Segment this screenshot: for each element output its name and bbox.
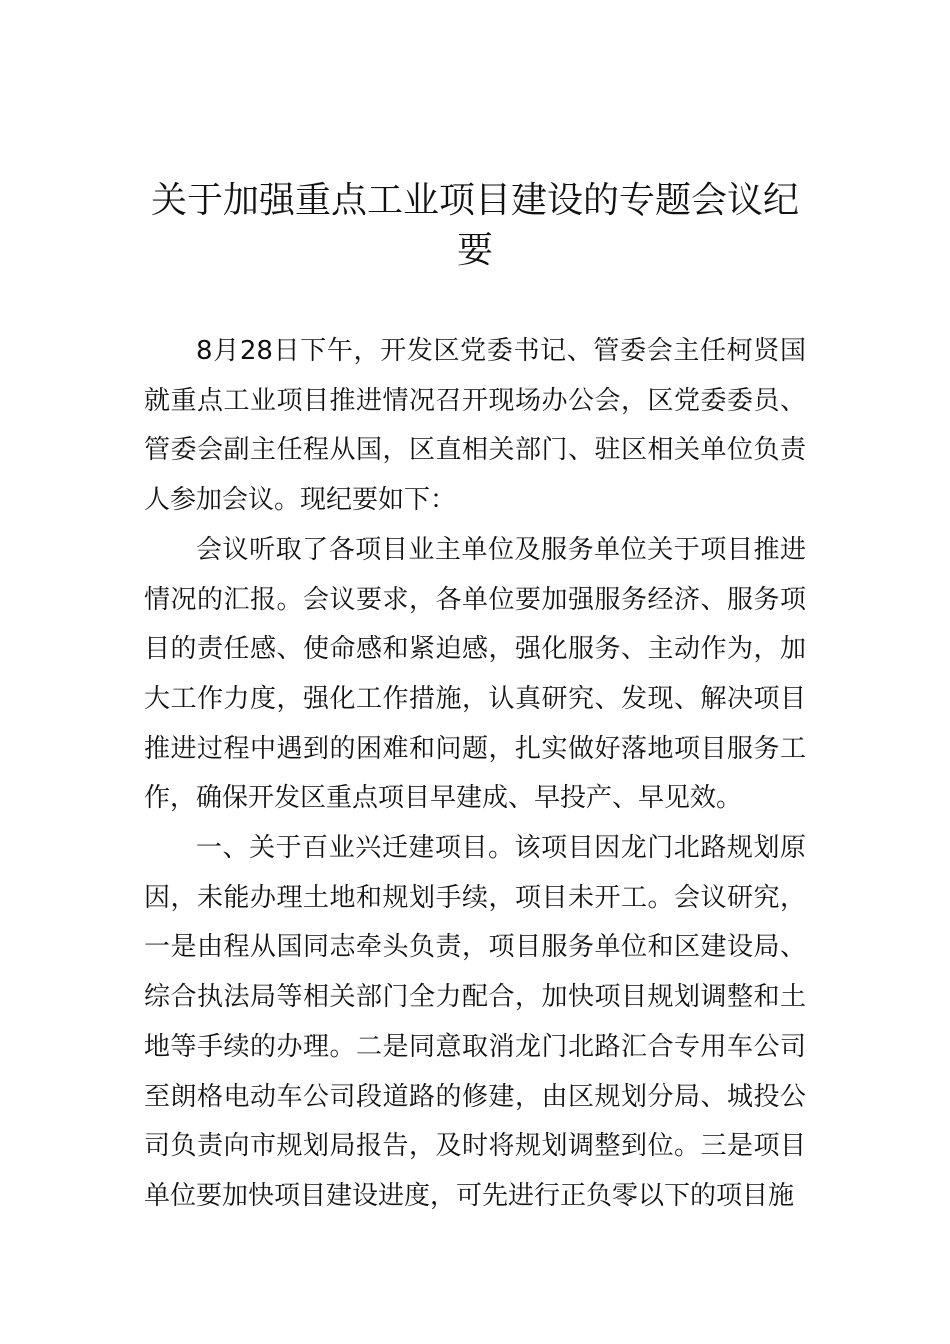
paragraph-meeting-intro: 8月28日下午，开发区党委书记、管委会主任柯贤国就重点工业项目推进情况召开现场办公会，区党委委员、管委会副主任程从国，区直相关部门、驻区相关单位负责人参加会议。现纪要如下：: [144, 336, 806, 516]
document-body: [144, 327, 806, 1222]
paragraph-item-one: 一、关于百业兴迁建项目。该项目因龙门北路规划原因，未能办理土地和规划手续，项目未开工。会议研究，一是由程从国同志牵头负责，项目服务单位和区建设局、综合执法局等相关部门全力配合，加快项目规划调整和土地等手续的办理。二是同意取消龙门北路汇合专用车公司至朗格电动车公司段道路的修建，由区规划分局、城投公司负责向市规划局报告，及时将规划调整到位。三是项目单位要加快项目建设进度，可先进行正负零以下的项目施: [144, 833, 806, 1211]
document-title: 关于加强重点工业项目建设的专题会议纪要: [150, 180, 799, 271]
paragraph-meeting-requirements: 会议听取了各项目业主单位及服务单位关于项目推进情况的汇报。会议要求，各单位要加强服务经济、服务项目的责任感、使命感和紧迫感，强化服务、主动作为，加大工作力度，强化工作措施，认真研究、发现、解决项目推进过程中遇到的困难和问题，扎实做好落地项目服务工作，确保开发区重点项目早建成、早投产、早见效。: [144, 534, 806, 814]
